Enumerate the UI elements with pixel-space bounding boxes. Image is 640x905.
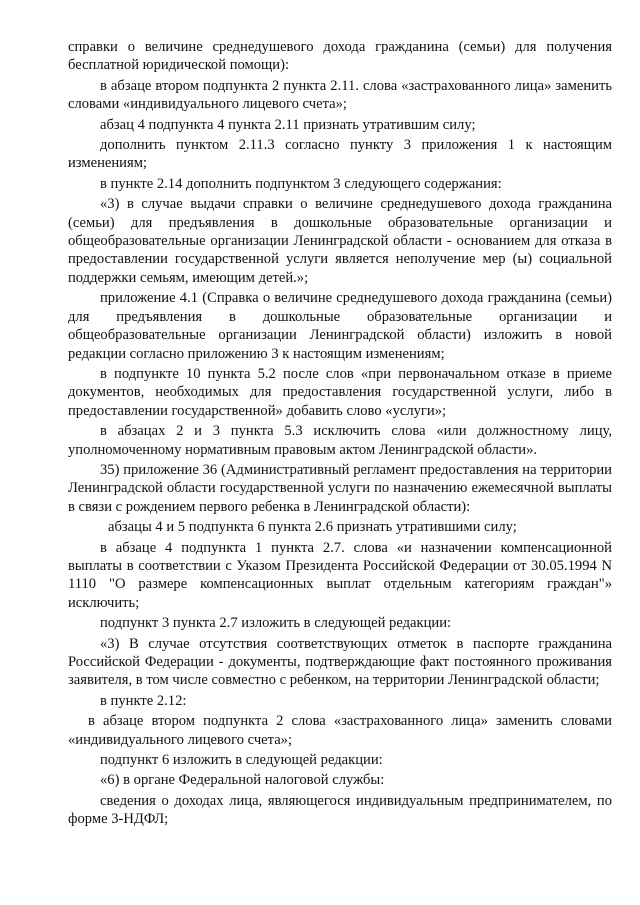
paragraph-15: в пункте 2.12:: [100, 692, 187, 709]
paragraph-6: «3) в случае выдачи справки о величине среднедушевого дохода гражданина (семьи) для предъявления в дошкольные образовательные организации и общеобразовательные организации Ленинградской области - основанием для отказа в предоставлении государственной услуги является неполучение мер (ы) социальной поддержки семьям, имеющим детей.»;: [68, 196, 612, 286]
paragraph-1: справки о величине среднедушевого дохода гражданина (семьи) для получения бесплатной юридической помощи):: [68, 39, 612, 74]
paragraph-4: дополнить пунктом 2.11.3 согласно пункту 3 приложения 1 к настоящим изменениям;: [68, 137, 612, 172]
paragraph-13: подпункт 3 пункта 2.7 изложить в следующей редакции:: [100, 615, 452, 632]
paragraph-10: 35) приложение 36 (Административный регламент предоставления на территории Ленинградской области государственной услуги по назначению ежемесячной выплаты в связи с рождением первого ребенка в Ленинградской области):: [68, 461, 612, 515]
paragraph-11: абзацы 4 и 5 подпункта 6 пункта 2.6 признать утратившими силу;: [108, 519, 517, 536]
paragraph-2: в абзаце втором подпункта 2 пункта 2.11. слова «застрахованного лица» заменить словами «индивидуального лицевого счета»;: [68, 77, 612, 113]
paragraph-9: в абзацах 2 и 3 пункта 5.3 исключить слова «или должностному лицу, уполномоченному нормативным правовым актом Ленинградской области».: [68, 423, 612, 458]
paragraph-3: абзац 4 подпункта 4 пункта 2.11 признать утратившим силу;: [100, 116, 476, 133]
paragraph-8: в подпункте 10 пункта 5.2 после слов «при первоначальном отказе в приеме документов, необходимых для предоставления государственной услуги, либо в предоставлении государственной» добавить слово «услуги»;: [68, 365, 612, 419]
paragraph-16: в абзаце втором подпункта 2 слова «застрахованного лица» заменить словами «индивидуального лицевого счета»;: [68, 713, 612, 748]
paragraph-7: приложение 4.1 (Справка о величине среднедушевого дохода гражданина (семьи) для предъявления в дошкольные образовательные организации и общеобразовательные организации Ленинградской области) изложить в новой редакции согласно приложению 3 к настоящим изменениям;: [68, 290, 612, 362]
paragraph-19: сведения о доходах лица, являющегося индивидуальным предпринимателем, по форме 3-НДФЛ;: [68, 792, 612, 828]
paragraph-5: в пункте 2.14 дополнить подпунктом 3 следующего содержания:: [100, 175, 502, 192]
paragraph-12: в абзаце 4 подпункта 1 пункта 2.7. слова «и назначении компенсационной выплаты в соответствии с Указом Президента Российской Федерации от 30.05.1994 N 1110 "О размере компенсационных выплат отдельным категориям граждан"» исключить;: [68, 539, 612, 611]
paragraph-17: подпункт 6 изложить в следующей редакции:: [100, 752, 383, 769]
paragraph-14: «3) В случае отсутствия соответствующих отметок в паспорте гражданина Российской Федерации - документы, подтверждающие факт постоянного проживания заявителя, в том числе совместно с ребенком, на территории Ленинградской области;: [68, 635, 612, 689]
paragraph-18: «6) в органе Федеральной налоговой службы:: [100, 772, 385, 789]
